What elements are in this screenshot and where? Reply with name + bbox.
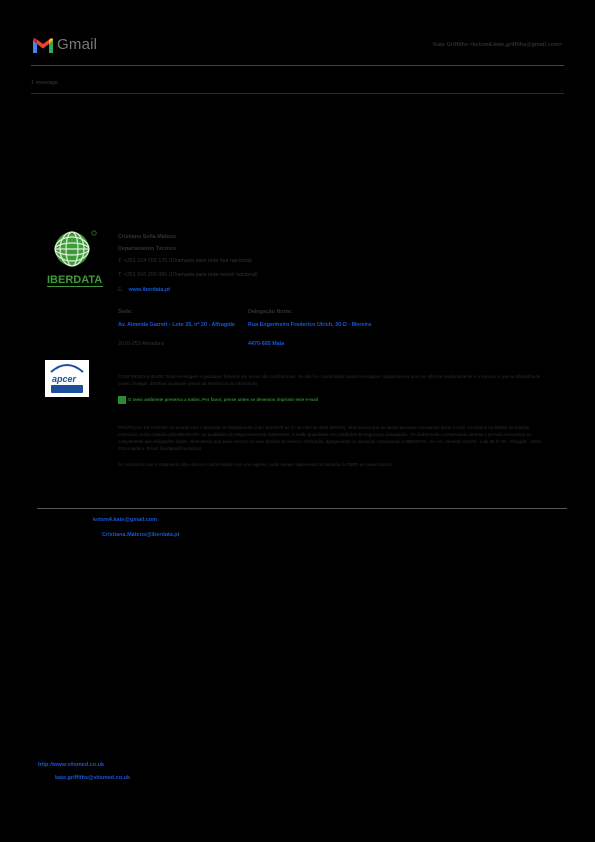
signature-web-prefix: E: <box>118 287 124 293</box>
footer-email-link[interactable]: kate.griffiths@vitsmed.co.uk <box>55 775 131 781</box>
footer-website-link[interactable]: http://www.vitsmed.co.uk <box>38 762 105 768</box>
iberdata-logo-text: IBERDATA <box>47 274 103 286</box>
account-info: Kate Griffiths <kvtsm4.kate.griffiths@gmail.com> <box>433 42 562 48</box>
message-count: 1 message <box>31 80 58 86</box>
signature-name: Cristiana Sofia Mateus <box>118 234 176 240</box>
delegacao-postcode[interactable]: 4470-605 Maia <box>248 341 285 347</box>
privacy-notice: PROTEÇÃO DE DADOS: De acordo com o disposto no Regulamento (UE) 2016/679 de 27 de Abril de 2016 (RGPD), informamos que os dados pessoais constantes deste e-mail, recolhidos no âmbito da relação comercial, serão tratados pela IBERDATA, na qualidade de responsável pelo tratamento, e estão guardados em condições de segurança adequadas. Os dados serão conservados durante o período necessário ao cumprimento das obrigações legais. Informamos que pode exercer os seus direitos de acesso, retificação, apagamento ou oposição contactando a IBERDATA, SA - Av. Almeida Garrett - Lote 35 nº 20 - Alfragide - 2610-253 Amadora. Email: iberdata@iberdata.pt <box>118 425 542 451</box>
sede-label: Sede: <box>118 309 133 315</box>
quoted-to-email[interactable]: Cristiana.Mateus@iberdata.pt <box>102 532 180 538</box>
delegacao-label: Delegação Norte: <box>248 309 293 315</box>
message-divider <box>31 93 564 94</box>
signature-department: Departamento Técnico <box>118 246 177 252</box>
delegacao-address[interactable]: Rua Engenheiro Frederico Ulrich, 30-D - Moreira <box>248 322 372 328</box>
header-divider <box>31 65 564 66</box>
confidentiality-notice: CONFIDENCIALIDADE: Esta mensagem e quaisquer ficheiros em anexo são confidenciais. Se não for o destinatário desta mensagem, agradecemos que nos informe imediatamente e a remova, e que se abstenha de copiar, divulgar, distribuir quaisquer partes da mesma ou da informação. <box>118 374 541 386</box>
leaf-icon <box>118 396 126 404</box>
quoted-from-email[interactable]: kvtsm4.kate@gmail.com <box>93 517 158 523</box>
signature-website-link[interactable]: www.iberdata.pt <box>128 287 171 293</box>
page-frame <box>24 16 571 826</box>
sede-address[interactable]: Av. Almeida Garrett - Lote 35, nº 20 - Alfragide <box>118 322 235 328</box>
complaint-notice: Se considerar que o tratamento não está em conformidade com a lei vigente, pode sempre apresentar reclamação à CNPD em www.cnpd.pt <box>118 462 392 467</box>
gmail-logo-icon <box>32 37 54 54</box>
apcer-logo-text: apcer <box>52 374 77 384</box>
sede-postcode: 2610-253 Amadora <box>118 341 164 347</box>
quote-divider <box>37 508 567 509</box>
apcer-certification-logo <box>45 360 89 397</box>
signature-phone-mobile: T: +351 910 255 050 (Chamada para rede móvel nacional) <box>118 272 258 278</box>
iberdata-logo <box>46 229 108 295</box>
signature-web-row <box>118 287 170 293</box>
gmail-wordmark: Gmail <box>57 36 98 53</box>
signature-phone-landline: T: +351 214 765 170 (Chamada para rede fixa nacional) <box>118 258 252 264</box>
eco-note: O meio ambiente preserva a todos. Por favor, pense antes se devemos imprimir este e-mail <box>128 397 319 402</box>
